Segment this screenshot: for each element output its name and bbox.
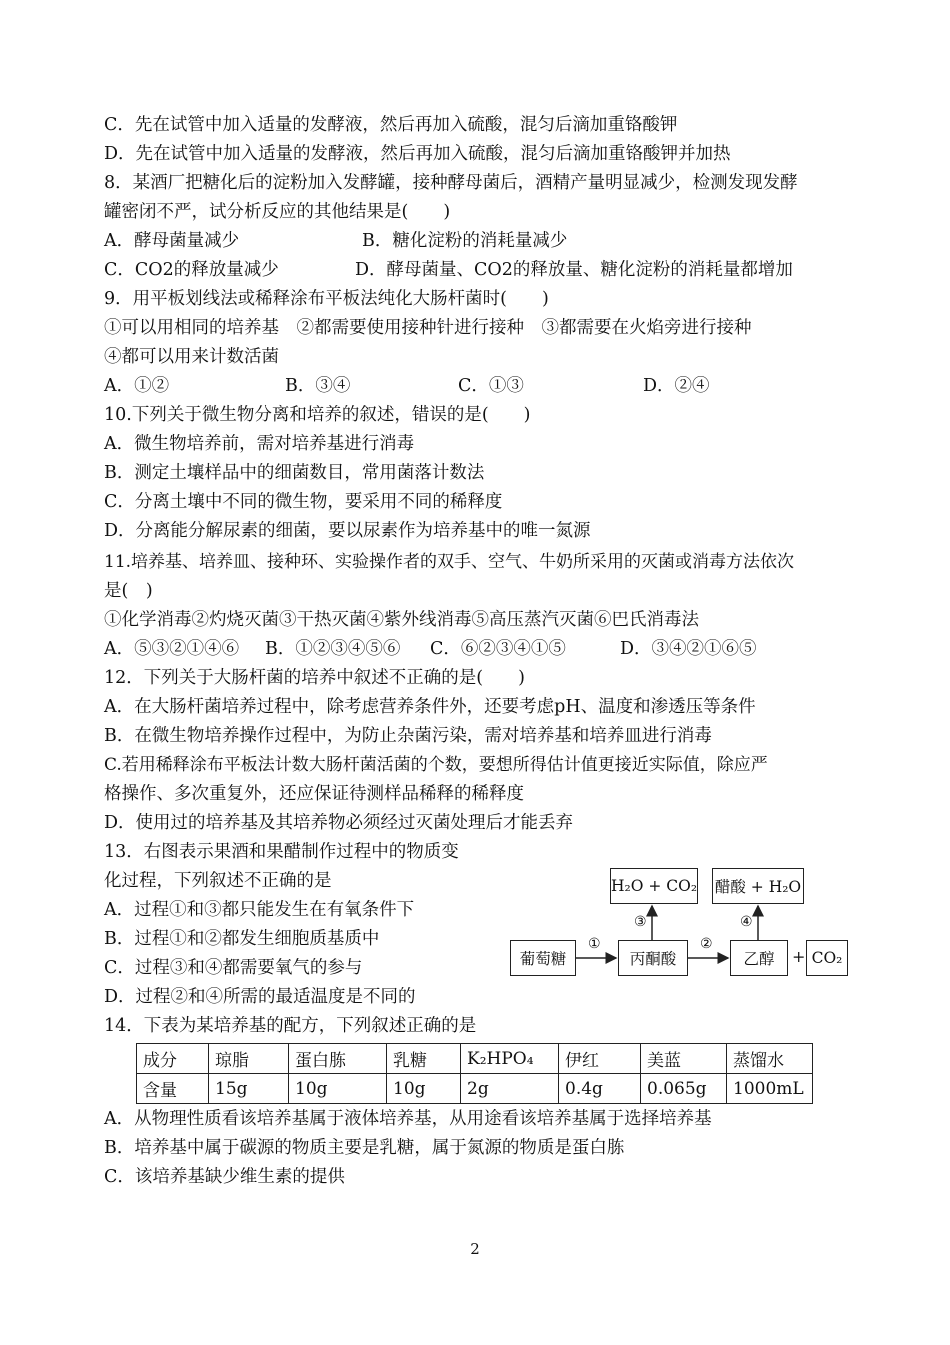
q13-stem-line2: 化过程，下列叙述不正确的是 (104, 871, 332, 891)
table-cell: 10g (387, 1074, 461, 1104)
q11-stem-line1: 11.培养基、培养皿、接种环、实验操作者的双手、空气、牛奶所采用的灭菌或消毒方法依次 (104, 552, 795, 572)
q10-option-a: A．微生物培养前，需对培养基进行消毒 (104, 434, 415, 454)
table-cell: 2g (461, 1074, 559, 1104)
q11-option-b: B．①②③④⑤⑥ (265, 639, 401, 659)
table-row (137, 1044, 813, 1074)
q9-statements-1: ①可以用相同的培养基 ②都需要使用接种针进行接种 ③都需要在火焰旁进行接种 (104, 318, 752, 338)
q8-stem-line1: 8．某酒厂把糖化后的淀粉加入发酵罐，接种酵母菌后，酒精产量明显减少，检测发现发酵 (104, 173, 798, 193)
table-cell: 琼脂 (209, 1044, 289, 1074)
table-cell: 蛋白胨 (289, 1044, 387, 1074)
q10-stem: 10.下列关于微生物分离和培养的叙述，错误的是( ) (104, 405, 531, 425)
table-cell: 1000mL (727, 1074, 813, 1104)
fermentation-diagram (508, 864, 850, 992)
q8-option-c: C．CO2的释放量减少 (104, 260, 279, 280)
q9-option-c: C．①③ (458, 376, 524, 396)
co2-box: CO₂ (806, 940, 848, 976)
medium-recipe-table (136, 1043, 813, 1104)
q13-option-b: B．过程①和②都发生细胞质基质中 (104, 929, 380, 949)
table-cell: 成分 (137, 1044, 209, 1074)
table-cell: 伊红 (559, 1044, 641, 1074)
q12-option-b: B．在微生物培养操作过程中，为防止杂菌污染，需对培养基和培养皿进行消毒 (104, 726, 712, 746)
ethanol-box: 乙醇 (730, 940, 788, 976)
q12-option-c-line2: 格操作、多次重复外，还应保证待测样品稀释的稀释度 (104, 784, 524, 804)
q8-option-d: D．酵母菌量、CO2的释放量、糖化淀粉的消耗量都增加 (355, 260, 793, 280)
q10-option-b: B．测定土壤样品中的细菌数目，常用菌落计数法 (104, 463, 485, 483)
q10-option-c: C．分离土壤中不同的微生物，要采用不同的稀释度 (104, 492, 503, 512)
table-cell: 美蓝 (641, 1044, 727, 1074)
glucose-box: 葡萄糖 (510, 940, 576, 976)
table-cell: 15g (209, 1074, 289, 1104)
q14-option-b: B．培养基中属于碳源的物质主要是乳糖，属于氮源的物质是蛋白胨 (104, 1138, 625, 1158)
table-row (137, 1074, 813, 1104)
q11-option-a: A．⑤③②①④⑥ (104, 639, 240, 659)
q14-option-c: C．该培养基缺少维生素的提供 (104, 1167, 345, 1187)
q8-option-b: B．糖化淀粉的消耗量减少 (362, 231, 568, 251)
process-2-label: ② (700, 936, 713, 952)
q13-option-a: A．过程①和③都只能发生在有氧条件下 (104, 900, 415, 920)
q14-option-a: A．从物理性质看该培养基属于液体培养基，从用途看该培养基属于选择培养基 (104, 1109, 712, 1129)
table-cell: 蒸馏水 (727, 1044, 813, 1074)
table-cell: 0.065g (641, 1074, 727, 1104)
q12-option-a: A．在大肠杆菌培养过程中，除考虑营养条件外，还要考虑pH、温度和渗透压等条件 (104, 697, 756, 717)
q9-option-b: B．③④ (285, 376, 351, 396)
process-4-label: ④ (740, 914, 753, 930)
q11-stem-line2: 是( ) (104, 581, 153, 601)
process-3-label: ③ (634, 914, 647, 930)
q10-option-d: D．分离能分解尿素的细菌，要以尿素作为培养基中的唯一氮源 (104, 521, 591, 541)
q9-option-d: D．②④ (643, 376, 710, 396)
h2o-co2-box: H₂O + CO₂ (610, 868, 698, 904)
q13-option-c: C．过程③和④都需要氧气的参与 (104, 958, 363, 978)
pyruvate-box: 丙酮酸 (618, 940, 688, 976)
q13-stem-line1: 13．右图表示果酒和果醋制作过程中的物质变 (104, 842, 459, 862)
q12-option-c-line1: C.若用稀释涂布平板法计数大肠杆菌活菌的个数，要想所得估计值更接近实际值，除应严 (104, 755, 768, 775)
q11-option-d: D．③④②①⑥⑤ (620, 639, 757, 659)
q9-option-a: A．①② (104, 376, 170, 396)
q11-option-c: C．⑥②③④①⑤ (430, 639, 566, 659)
table-cell: 含量 (137, 1074, 209, 1104)
plus-sign: + (792, 947, 806, 966)
table-cell: 乳糖 (387, 1044, 461, 1074)
q8-stem-line2: 罐密闭不严，试分析反应的其他结果是( ) (104, 202, 451, 222)
acetic-acid-box: 醋酸 + H₂O (712, 868, 804, 904)
q11-methods: ①化学消毒②灼烧灭菌③干热灭菌④紫外线消毒⑤高压蒸汽灭菌⑥巴氏消毒法 (104, 610, 699, 630)
q13-option-d: D．过程②和④所需的最适温度是不同的 (104, 987, 416, 1007)
q7-option-c: C．先在试管中加入适量的发酵液，然后再加入硫酸，混匀后滴加重铬酸钾 (104, 115, 678, 135)
q9-statements-2: ④都可以用来计数活菌 (104, 347, 279, 367)
q9-stem: 9．用平板划线法或稀释涂布平板法纯化大肠杆菌时( ) (104, 289, 549, 309)
q14-stem: 14．下表为某培养基的配方，下列叙述正确的是 (104, 1016, 477, 1036)
q7-option-d: D．先在试管中加入适量的发酵液，然后再加入硫酸，混匀后滴加重铬酸钾并加热 (104, 144, 731, 164)
table-cell: 0.4g (559, 1074, 641, 1104)
q12-option-d: D．使用过的培养基及其培养物必须经过灭菌处理后才能丢弃 (104, 813, 574, 833)
q12-stem: 12．下列关于大肠杆菌的培养中叙述不正确的是( ) (104, 668, 525, 688)
page-number: 2 (470, 1240, 480, 1258)
table-cell: K₂HPO₄ (461, 1044, 559, 1074)
process-1-label: ① (588, 936, 601, 952)
table-cell: 10g (289, 1074, 387, 1104)
q8-option-a: A．酵母菌量减少 (104, 231, 240, 251)
